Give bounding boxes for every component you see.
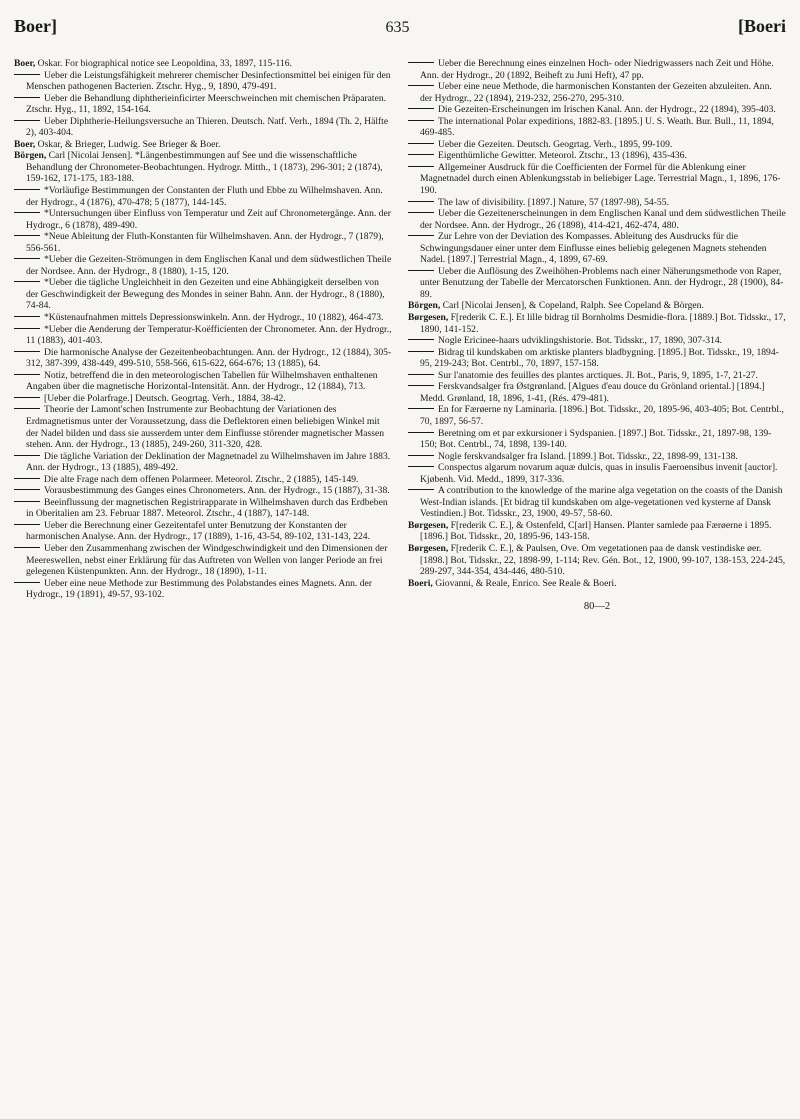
repeat-author-rule	[14, 501, 40, 502]
entry-text: *Untersuchungen über Einfluss von Temperatur und Zeit auf Chronometergänge. Ann. der Hydrogr., 6 (1878), 489-490.	[26, 208, 391, 231]
entry-text: Nogle Ericinee-haars udviklingshistorie. Bot. Tidsskr., 17, 1890, 307-314.	[438, 335, 723, 347]
repeat-author-rule	[408, 143, 434, 144]
entry-text: *Vorläufige Bestimmungen der Constanten der Fluth und Ebbe zu Wilhelmshaven. Ann. der Hydrogr., 4 (1876), 470-478; 5 (1877), 144-145.	[26, 185, 383, 208]
header-right: [Boeri	[738, 16, 786, 36]
bibliography-entry	[14, 139, 392, 151]
repeat-author-rule	[408, 408, 434, 409]
bibliography-entry	[14, 231, 392, 254]
entry-text: Conspectus algarum novarum aquæ dulcis, quas in insulis Faeroensibus invenit [auctor]. Kjøbenh. Vid. Medd., 1899, 317-336.	[420, 462, 778, 485]
bibliography-entry	[14, 497, 392, 520]
repeat-author-rule	[14, 97, 40, 98]
bibliography-entry	[14, 370, 392, 393]
repeat-author-rule	[408, 201, 434, 202]
author-name: Børgesen,	[408, 542, 451, 554]
bibliography-entry	[14, 185, 392, 208]
repeat-author-rule	[408, 339, 434, 340]
repeat-author-rule	[408, 212, 434, 213]
repeat-author-rule	[14, 524, 40, 525]
bibliography-entry	[14, 347, 392, 370]
entry-text: Ueber die Gezeitenerscheinungen in dem Englischen Kanal und dem südwestlichen Theile der Nordsee. Ann. der Hydrogr., 26 (1898), 414-421, 462-474, 480.	[420, 208, 786, 231]
running-header	[14, 16, 786, 37]
bibliography-entry	[408, 150, 786, 162]
bibliography-entry	[408, 347, 786, 370]
bibliography-entry	[408, 104, 786, 116]
repeat-author-rule	[408, 108, 434, 109]
author-name: Boeri,	[408, 577, 436, 589]
entry-text: Beretning om et par exkursioner i Sydspanien. [1897.] Bot. Tidsskr., 21, 1897-98, 139-150; Bot. Centrbl., 74, 1898, 139-140.	[420, 427, 772, 451]
author-name: Börgen,	[408, 300, 443, 312]
repeat-author-rule	[408, 154, 434, 155]
author-name: Børgesen,	[408, 312, 451, 324]
entry-text: Oskar. For biographical notice see Leopoldina, 33, 1897, 115-116.	[37, 58, 292, 69]
entry-text: Ueber eine neue Methode, die harmonischen Konstanten der Gezeiten abzuleiten. Ann. der Hydrogr., 22 (1894), 219-232, 256-270, 295-310.	[420, 81, 772, 104]
author-name: Börgen,	[14, 150, 49, 162]
repeat-author-rule	[408, 235, 434, 236]
entry-text: Die tägliche Variation der Deklination der Magnetnadel zu Wilhelmshaven im Jahre 1883. Ann. der Hydrogr., 13 (1885), 489-492.	[26, 450, 391, 474]
repeat-author-rule	[14, 397, 40, 398]
repeat-author-rule	[14, 547, 40, 548]
repeat-author-rule	[408, 374, 434, 375]
bibliography-entry	[14, 578, 392, 601]
entry-text: *Ueber die Gezeiten-Strömungen in dem Englischen Kanal und dem südwestlichen Theile der Nordsee. Ann. der Hydrogr., 8 (1880), 1-15, 120.	[26, 254, 392, 277]
entry-text: Carl [Nicolai Jensen]. *Längenbestimmungen auf See und die wissenschaftliche Behandlung der Chronometer-Beobachtungen. Hydrogr. Mitth., 1 (1873), 296-301; 2 (1874), 159-162, 171-175, 183-188.	[26, 150, 383, 185]
author-name: Børgesen,	[408, 519, 451, 531]
entry-text: *Neue Ableitung der Fluth-Konstanten für Wilhelmshaven. Ann. der Hydrogr., 7 (1879), 556-561.	[26, 231, 384, 254]
entry-text: Vorausbestimmung des Ganges eines Chronometers. Ann. der Hydrogr., 15 (1887), 31-38.	[44, 485, 390, 497]
bibliography-entry	[408, 520, 786, 543]
page-number: 635	[385, 19, 410, 36]
bibliography-entry	[408, 266, 786, 301]
right-column	[408, 58, 786, 1109]
entry-text: Eigenthümliche Gewitter. Meteorol. Ztschr., 13 (1896), 435-436.	[438, 150, 687, 162]
bibliography-entry	[408, 462, 786, 485]
bibliography-entry	[14, 485, 392, 497]
entry-text: Die alte Frage nach dem offenen Polarmeer. Meteorol. Ztschr., 2 (1885), 145-149.	[44, 473, 359, 485]
bibliography-entry	[14, 93, 392, 116]
entry-text: En for Færøerne ny Laminaria. [1896.] Bot. Tidsskr., 20, 1895-96, 403-405; Bot. Centrbl., 70, 1897, 56-57.	[420, 404, 784, 427]
entry-text: *Ueber die Aenderung der Temperatur-Koëfficienten der Chronometer. Ann. der Hydrogr., 11 (1883), 401-403.	[26, 323, 392, 347]
bibliography-entry	[14, 474, 392, 486]
bibliography-entry	[14, 58, 392, 70]
bibliography-entry	[14, 451, 392, 474]
repeat-author-rule	[14, 489, 40, 490]
repeat-author-rule	[14, 281, 40, 282]
left-column	[14, 58, 392, 1109]
entry-text: Giovanni, & Reale, Enrico. See Reale & Boeri.	[435, 577, 617, 589]
repeat-author-rule	[14, 328, 40, 329]
entry-text: Bidrag til kundskaben om arktiske planters bladbygning. [1895.] Bot. Tidsskr., 19, 1894-95, 219-243; Bot. Centrbl., 70, 1897, 157-158.	[420, 346, 779, 370]
bibliography-entry	[408, 578, 786, 590]
repeat-author-rule	[14, 478, 40, 479]
entry-text: Die harmonische Analyse der Gezeitenbeobachtungen. Ann. der Hydrogr., 12 (1884), 305-312, 387-399, 438-449, 499-510, 558-566, 615-622, 664-676; 13 (1885), 64.	[26, 346, 392, 370]
repeat-author-rule	[14, 258, 40, 259]
repeat-author-rule	[14, 316, 40, 317]
bibliography-entry	[14, 520, 392, 543]
bibliography-entry	[14, 150, 392, 185]
bibliography-entry	[14, 116, 392, 139]
repeat-author-rule	[14, 582, 40, 583]
signature-mark: 80—2	[583, 601, 611, 613]
entry-text: Nogle ferskvandsalger fra Island. [1899.] Bot. Tidsskr., 22, 1898-99, 131-138.	[438, 450, 738, 462]
author-name: Boer,	[14, 58, 38, 69]
entry-text: Ueber die Auflösung des Zweihöhen-Problems nach einer Näherungsmethode von Raper, unter Benutzung der Tabelle der Mercatorschen Funktionen. Ann. der Hydrogr., 28 (1900), 84-89.	[420, 265, 784, 300]
bibliography-entry	[408, 197, 786, 209]
bibliography-entry	[14, 70, 392, 93]
entry-text: *Küstenaufnahmen mittels Depressionswinkeln. Ann. der Hydrogr., 10 (1882), 464-473.	[44, 312, 384, 324]
entry-text: F[rederik C. E.], & Ostenfeld, C[arl] Hansen. Planter samlede paa Færøerne i 1895. [1896.] Bot. Tidsskr., 20, 1895-96, 143-158.	[420, 519, 772, 543]
repeat-author-rule	[408, 432, 434, 433]
entry-text: Die Gezeiten-Erscheinungen im Irischen Kanal. Ann. der Hydrogr., 22 (1894), 395-403.	[438, 104, 776, 116]
bibliography-entry	[408, 231, 786, 266]
author-name: Boer,	[14, 138, 38, 150]
repeat-author-rule	[408, 489, 434, 490]
repeat-author-rule	[14, 351, 40, 352]
repeat-author-rule	[14, 235, 40, 236]
entry-text: F[rederik C. E.]. Et lille bidrag til Bornholms Desmidie-flora. [1889.] Bot. Tidsskr., 17, 1890, 141-152.	[420, 312, 786, 335]
bibliography-entry	[408, 543, 786, 578]
repeat-author-rule	[408, 85, 434, 86]
entry-text: Ueber Diphtherie-Heilungsversuche an Thieren. Deutsch. Natf. Verh., 1894 (Th. 2, Hälfte 2), 403-404.	[26, 115, 389, 139]
bibliography-entry	[408, 139, 786, 151]
bibliography-entry	[408, 404, 786, 427]
entry-text: [Ueber die Polarfrage.] Deutsch. Geogrtag. Verh., 1884, 38-42.	[44, 392, 286, 404]
repeat-author-rule	[14, 212, 40, 213]
entry-text: Notiz, betreffend die in den meteorologischen Tabellen für Wilhelmshaven enthaltenen Angaben über die magnetische Horizontal-Intensität. Ann. der Hydrogr., 12 (1884), 713.	[26, 369, 378, 393]
repeat-author-rule	[14, 120, 40, 121]
repeat-author-rule	[408, 62, 434, 63]
entry-text: Sur l'anatomie des feuilles des plantes arctiques. Jl. Bot., Paris, 9, 1895, 1-7, 21-27.	[438, 369, 758, 381]
repeat-author-rule	[408, 466, 434, 467]
entry-text: Zur Lehre von der Deviation des Kompasses. Ableitung des Ausdrucks für die Schwingungsdauer einer unter dem Einflusse eines beliebig gelegenen Magnets stehenden Nadel. [1897.] Terrestrial Magn., 4, 1899, 67-69.	[420, 231, 767, 266]
entry-text: Allgemeiner Ausdruck für die Coefficienten der Formel für die Ablenkung einer Magnetnadel durch einen Ablenkungsstab in beliebiger Lage. Terrestrial Magn., 1, 1896, 176-190.	[420, 161, 781, 197]
entry-text: Ueber die Behandlung diphtherieinficirter Meerschweinchen mit chemischen Präparaten. Ztschr. Hyg., 11, 1892, 154-164.	[26, 92, 387, 116]
entry-text: Ueber eine neue Methode zur Bestimmung des Polabstandes eines Magnets. Ann. der Hydrogr., 19 (1891), 49-57, 93-102.	[26, 577, 372, 601]
entry-text: Theorie der Lamont'schen Instrumente zur Beobachtung der Variationen des Erdmagnetismus unter der Voraussetzung, dass die Deflektoren einen beliebigen Winkel mit der Nadel bilden und dass sie ausserdem unter dem Einflusse störender magnetischer Massen stehen. Ann. der Hydrogr., 13 (1885), 249-260, 311-320, 428.	[26, 404, 385, 451]
right-column-entries	[408, 58, 786, 589]
bibliography-entry	[408, 116, 786, 139]
repeat-author-rule	[408, 166, 434, 167]
repeat-author-rule	[408, 385, 434, 386]
repeat-author-rule	[408, 270, 434, 271]
bibliography-entry	[14, 404, 392, 450]
entry-text: Ueber die Berechnung einer Gezeitentafel unter Benutzung der Konstanten der harmonischen Analyse. Ann. der Hydrogr., 17 (1889), 1-16, 43-54, 89-102, 131-143, 224.	[26, 519, 370, 543]
bibliography-entry	[14, 393, 392, 405]
bibliography-entry	[14, 324, 392, 347]
entry-text: Ueber die Gezeiten. Deutsch. Geogrtag. Verh., 1895, 99-109.	[438, 138, 673, 150]
entry-text: The law of divisibility. [1897.] Nature, 57 (1897-98), 54-55.	[438, 196, 669, 208]
bibliography-entry	[408, 370, 786, 382]
bibliography-entry	[408, 485, 786, 520]
header-left: Boer]	[14, 16, 57, 36]
repeat-author-rule	[14, 374, 40, 375]
bibliography-entry	[14, 254, 392, 277]
repeat-author-rule	[408, 351, 434, 352]
repeat-author-rule	[14, 455, 40, 456]
entry-text: *Ueber die tägliche Ungleichheit in den Gezeiten und eine Abhängigkeit derselben von der Geschwindigkeit der Bewegung des Mondes in seiner Bahn. Ann. der Hydrogr., 8 (1880), 74-84.	[26, 277, 385, 312]
bibliography-entry	[408, 335, 786, 347]
bibliography-entry	[14, 543, 392, 578]
entry-text: Beeinflussung der magnetischen Registrirapparate in Wilhelmshaven durch das Erdbeben in Oberitalien am 23. Februar 1887. Meteorol. Ztschr., 4 (1887), 147-148.	[26, 496, 388, 520]
bibliography-entry	[14, 277, 392, 312]
two-column-body	[14, 58, 786, 1109]
entry-text: Ferskvandsalger fra Østgrønland. [Algues d'eau douce du Grönland oriental.] [1894.] Medd. Grønland, 18, 1896, 1-41, (Rés. 479-481).	[420, 381, 765, 404]
bibliography-entry	[408, 428, 786, 451]
repeat-author-rule	[14, 74, 40, 75]
bibliography-entry	[408, 162, 786, 197]
bibliography-entry	[408, 58, 786, 81]
repeat-author-rule	[14, 408, 40, 409]
bibliography-entry	[408, 208, 786, 231]
entry-text: The international Polar expeditions, 1882-83. [1895.] U. S. Weath. Bur. Bull., 11, 1894, 469-485.	[420, 115, 774, 139]
repeat-author-rule	[408, 455, 434, 456]
bibliography-entry	[408, 312, 786, 335]
repeat-author-rule	[14, 189, 40, 190]
bibliography-entry	[14, 312, 392, 324]
bibliography-entry	[14, 208, 392, 231]
bibliography-entry	[408, 300, 786, 312]
entry-text: Carl [Nicolai Jensen], & Copeland, Ralph. See Copeland & Börgen.	[442, 300, 704, 312]
entry-text: Ueber die Leistungsfähigkeit mehrerer chemischer Desinfectionsmittel bei einigen für den Menschen pathogenen Bacterien. Ztschr. Hyg., 9, 1890, 479-491.	[26, 69, 391, 93]
entry-text: Oskar, & Brieger, Ludwig. See Brieger & Boer.	[37, 138, 221, 150]
bibliography-entry	[408, 381, 786, 404]
entry-text: Ueber den Zusammenhang zwischen der Windgeschwindigkeit und den Dimensionen der Meereswellen, nebst einer Erklärung für das Auftreten von Wellen von langer Periode an frei gelegenen Küstenpunkten. Ann. der Hydrogr., 18 (1890), 1-11.	[26, 542, 388, 578]
entry-text: Ueber die Berechnung eines einzelnen Hoch- oder Niedrigwassers nach Zeit und Höhe. Ann. der Hydrogr., 20 (1892, Beiheft zu Juni Heft), 47 pp.	[420, 58, 774, 81]
bibliography-entry	[408, 451, 786, 463]
repeat-author-rule	[408, 120, 434, 121]
entry-text: A contribution to the knowledge of the marine alga vegetation on the coasts of the Danish West-Indian islands. [Et bidrag til kundskaben om alge-vegetationen ved kysterne af Dansk Vestindien.] Bot. Tidsskr., 23, 1900, 49-57, 58-60.	[420, 485, 783, 520]
bibliography-entry	[408, 81, 786, 104]
entry-text: F[rederik C. E.], & Paulsen, Ove. Om vegetationen paa de dansk vestindiske øer. [1898.] Bot. Tidsskr., 22, 1898-99, 1-114; Rev. Gén. Bot., 12, 1900, 99-107, 138-153, 224-245, 289-297, 344-354, 434-446, 480-510.	[420, 542, 786, 578]
